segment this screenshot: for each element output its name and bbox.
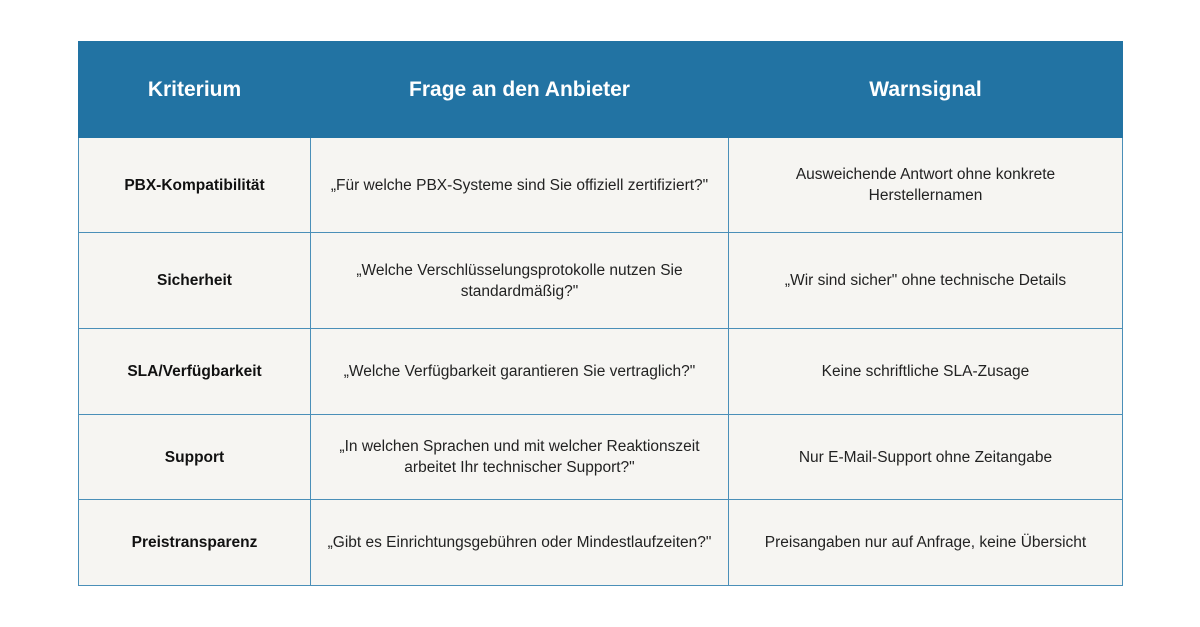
comparison-table-container xyxy=(78,41,1122,586)
table-row xyxy=(79,415,1123,500)
question-cell: „Für welche PBX-Systeme sind Sie offiziell zertifiziert?" xyxy=(311,138,729,233)
table-row xyxy=(79,233,1123,329)
warning-cell: Preisangaben nur auf Anfrage, keine Übersicht xyxy=(729,500,1123,586)
question-cell: „Welche Verfügbarkeit garantieren Sie vertraglich?" xyxy=(311,329,729,415)
criterion-cell: SLA/Verfügbarkeit xyxy=(79,329,311,415)
warning-cell: Keine schriftliche SLA-Zusage xyxy=(729,329,1123,415)
question-cell: „Gibt es Einrichtungsgebühren oder Mindestlaufzeiten?" xyxy=(311,500,729,586)
vendor-criteria-table xyxy=(78,41,1123,586)
table-row xyxy=(79,138,1123,233)
warning-cell: „Wir sind sicher" ohne technische Details xyxy=(729,233,1123,329)
warning-cell: Nur E-Mail-Support ohne Zeitangabe xyxy=(729,415,1123,500)
header-warnsignal: Warnsignal xyxy=(729,42,1123,138)
criterion-cell: Sicherheit xyxy=(79,233,311,329)
header-frage: Frage an den Anbieter xyxy=(311,42,729,138)
criterion-cell: PBX-Kompatibilität xyxy=(79,138,311,233)
table-row xyxy=(79,500,1123,586)
table-header-row xyxy=(79,42,1123,138)
header-kriterium: Kriterium xyxy=(79,42,311,138)
table-row xyxy=(79,329,1123,415)
question-cell: „Welche Verschlüsselungsprotokolle nutzen Sie standardmäßig?" xyxy=(311,233,729,329)
question-cell: „In welchen Sprachen und mit welcher Reaktionszeit arbeitet Ihr technischer Support?" xyxy=(311,415,729,500)
criterion-cell: Support xyxy=(79,415,311,500)
warning-cell: Ausweichende Antwort ohne konkrete Herstellernamen xyxy=(729,138,1123,233)
criterion-cell: Preistransparenz xyxy=(79,500,311,586)
